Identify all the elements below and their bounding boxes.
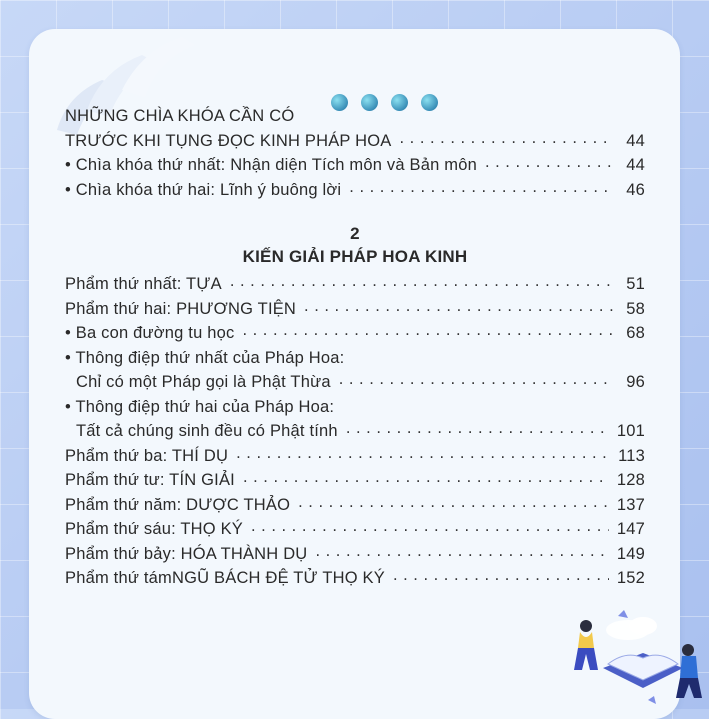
toc-entry[interactable]: [65, 370, 645, 395]
section1-heading: NHỮNG CHÌA KHÓA CẦN CÓ: [65, 107, 295, 125]
dot-leader: [349, 175, 613, 200]
toc-entry-page: 46: [626, 180, 645, 199]
toc-entry-title: Phẩm thứ sáu: THỌ KÝ: [65, 520, 243, 538]
toc-entry-page: 149: [616, 544, 645, 563]
toc-entry-page: 147: [616, 520, 645, 538]
toc-entry-page: 152: [616, 569, 645, 587]
table-of-contents: [65, 104, 645, 591]
part-title: KIẾN GIẢI PHÁP HOA KINH: [242, 247, 468, 266]
dot-leader: [393, 563, 609, 588]
toc-entry-page: 113: [618, 446, 645, 465]
toc-entry-title: Phẩm thứ bảy: HÓA THÀNH DỤ: [65, 544, 308, 563]
toc-entry-line1: Thông điệp thứ nhất của Pháp Hoa:: [75, 348, 345, 367]
toc-entry-title: Phẩm thứ támNGŨ BÁCH ĐỆ TỬ THỌ KÝ: [65, 569, 385, 587]
toc-entry-title: Chỉ có một Pháp gọi là Phật Thừa: [76, 373, 331, 391]
toc-entry[interactable]: [65, 178, 645, 203]
toc-entry-page: 58: [626, 299, 645, 318]
toc-entry[interactable]: [65, 321, 645, 346]
toc-entry-title: Phẩm thứ ba: THÍ DỤ: [65, 446, 229, 465]
toc-entry-page: 128: [616, 471, 645, 489]
toc-entry-title: • Chìa khóa thứ hai: Lĩnh ý buông lời: [65, 178, 341, 203]
toc-entry-title: Phẩm thứ hai: PHƯƠNG TIỆN: [65, 299, 297, 318]
dot-leader: [242, 318, 613, 343]
toc-entry-page: 44: [626, 156, 645, 174]
dot-leader: [230, 269, 613, 294]
dot-leader: [399, 126, 613, 151]
toc-entry-page: 44: [626, 131, 645, 150]
toc-entry-page: 101: [616, 422, 645, 440]
dot-leader: [346, 416, 609, 441]
toc-entry-line1: Thông điệp thứ hai của Pháp Hoa:: [75, 397, 335, 416]
toc-entry-page: 68: [626, 324, 645, 342]
toc-entry-title: • Ba con đường tu học: [65, 321, 234, 346]
toc-entry-first-line: • Thông điệp thứ hai của Pháp Hoa:: [65, 397, 335, 416]
toc-entry-page: 96: [626, 373, 645, 391]
toc-entry-title: Phẩm thứ năm: DƯỢC THẢO: [65, 495, 291, 514]
reading-people-illustration: [548, 598, 709, 709]
toc-entry-page: 137: [616, 495, 645, 514]
dot-leader: [339, 367, 613, 392]
toc-entry[interactable]: [65, 566, 645, 591]
toc-entry-title: TRƯỚC KHI TỤNG ĐỌC KINH PHÁP HOA: [65, 131, 392, 150]
part-number: 2: [350, 224, 360, 243]
toc-entry-first-line: • Thông điệp thứ nhất của Pháp Hoa:: [65, 348, 345, 367]
dot-leader: [315, 539, 608, 564]
toc-entry-title: Tất cả chúng sinh đều có Phật tính: [76, 422, 338, 440]
dot-leader: [236, 441, 610, 466]
toc-entry-title: Phẩm thứ nhất: TỰA: [65, 275, 222, 293]
dot-leader: [304, 294, 613, 319]
toc-entry-page: 51: [626, 275, 645, 293]
dot-leader: [485, 150, 613, 175]
dot-leader: [298, 490, 609, 515]
toc-entry-title: • Chìa khóa thứ nhất: Nhận diện Tích môn và Bản môn: [65, 153, 477, 178]
dot-leader: [251, 514, 609, 539]
toc-entry-title: Phẩm thứ tư: TÍN GIẢI: [65, 471, 235, 489]
dot-leader: [243, 465, 609, 490]
